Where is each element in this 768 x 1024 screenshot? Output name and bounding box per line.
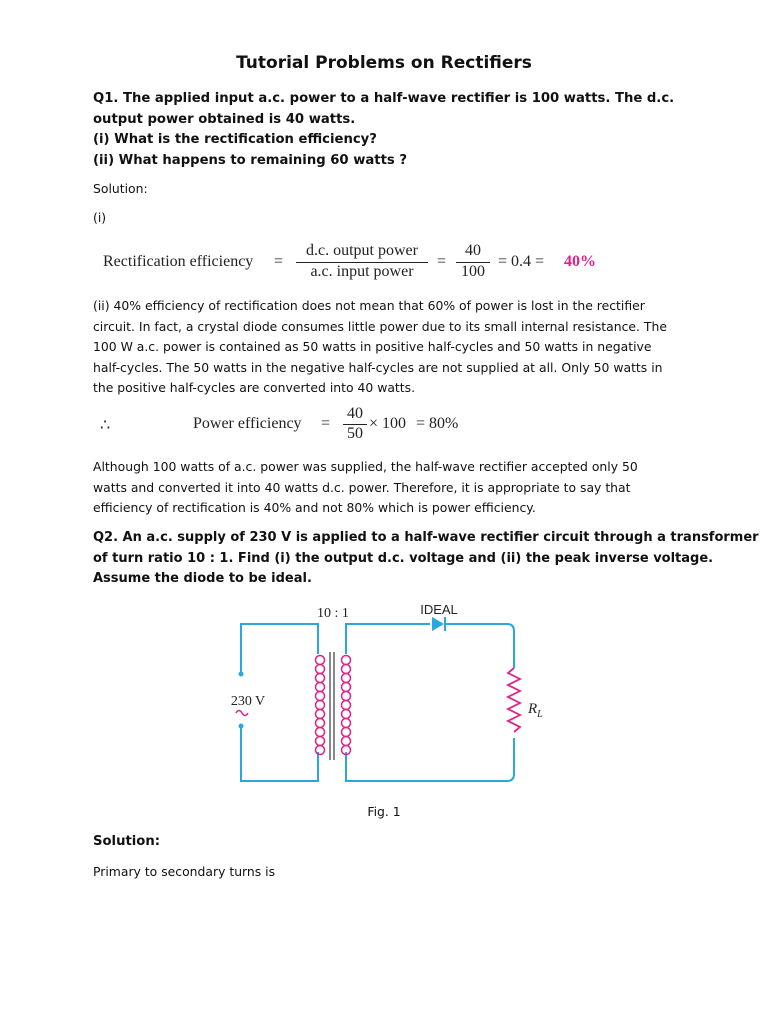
coil-loop: [316, 710, 325, 719]
diode-icon: [432, 617, 445, 631]
source-voltage-label: 230 V: [230, 694, 266, 709]
eq2-fraction: [343, 405, 367, 443]
page-title: Tutorial Problems on Rectifiers: [236, 53, 532, 73]
q1-part-ii-paragraph: [93, 296, 683, 399]
q1-part-i-label: (i): [93, 210, 107, 225]
diode-label: IDEAL: [420, 602, 458, 617]
coil-loop: [316, 692, 325, 701]
load-resistor-label: $R_L$: [528, 701, 543, 720]
paragraph-line: watts and converted it into 40 watts d.c. power. Therefore, it is appropriate to say that: [93, 479, 631, 495]
coil-loop: [342, 692, 351, 701]
coil-loop: [316, 728, 325, 737]
primary-coil-icon: [316, 656, 325, 755]
paragraph-line: Although 100 watts of a.c. power was supplied, the half-wave rectifier accepted only 50: [93, 459, 638, 474]
coil-loop: [342, 665, 351, 674]
coil-loop: [342, 719, 351, 728]
coil-loop: [316, 701, 325, 710]
eq1-numerator-2: 40: [465, 242, 481, 259]
question-2-line: Assume the diode to be ideal.: [93, 571, 312, 586]
coil-loop: [342, 728, 351, 737]
question-1-line: (i) What is the rectification efficiency?: [93, 132, 377, 147]
eq1-equals-2: =: [437, 253, 447, 270]
eq1-denominator-2: 100: [456, 262, 490, 281]
power-efficiency-equation: [0, 402, 768, 448]
question-2: [93, 528, 759, 590]
q1-conclusion-paragraph: [93, 457, 683, 519]
coil-loop: [342, 710, 351, 719]
secondary-coil-icon: [342, 656, 351, 755]
paragraph-line: 100 W a.c. power is contained as 50 watts in positive half-cycles and 50 watts in negative: [93, 339, 652, 355]
question-1-line: output power obtained is 40 watts.: [93, 111, 356, 127]
coil-loop: [342, 737, 351, 746]
source-terminal-top: [239, 672, 244, 677]
paragraph-line: efficiency of rectification is 40% and not 80% which is power efficiency.: [93, 500, 536, 516]
half-wave-rectifier-circuit: [0, 596, 768, 792]
question-1: [93, 89, 693, 171]
eq1-result: 40%: [564, 253, 596, 270]
coil-loop: [316, 656, 325, 665]
coil-loop: [316, 719, 325, 728]
wires: [241, 624, 514, 781]
turns-ratio-label: 10 : 1: [317, 606, 349, 621]
paragraph-line: half-cycles. The 50 watts in the negative half-cycles are not supplied at all. Only 50 watts in: [93, 359, 663, 375]
coil-loop: [316, 737, 325, 746]
q1-solution-label: Solution:: [93, 181, 148, 196]
eq2-label: Power efficiency: [193, 415, 302, 432]
eq2-numerator: 40: [347, 405, 363, 422]
question-1-line: Q1. The applied input a.c. power to a half-wave rectifier is 100 watts. The d.c.: [93, 91, 675, 106]
coil-loop: [316, 683, 325, 692]
therefore-symbol: ∴: [100, 417, 111, 434]
eq2-denominator: 50: [343, 424, 367, 443]
eq2-times: × 100: [369, 415, 407, 432]
coil-loop: [342, 701, 351, 710]
coil-loop: [316, 674, 325, 683]
paragraph-line: (ii) 40% efficiency of rectification does not mean that 60% of power is lost in the rectifier: [93, 298, 645, 313]
figure-caption: Fig. 1: [367, 804, 401, 819]
coil-loop: [342, 674, 351, 683]
load-resistor-icon: [508, 668, 520, 732]
paragraph-line: circuit. In fact, a crystal diode consumes little power due to its small internal resistance. The: [93, 318, 667, 334]
coil-loop: [316, 746, 325, 755]
eq1-denominator: a.c. input power: [296, 262, 428, 281]
eq1-numerator: d.c. output power: [306, 242, 418, 259]
source-terminal-bottom: [239, 724, 244, 729]
eq1-label: Rectification efficiency: [103, 253, 254, 270]
ac-source-symbol: [236, 711, 248, 716]
eq2-rhs: = 80%: [416, 415, 459, 432]
paragraph-line: the positive half-cycles are converted into 40 watts.: [93, 380, 416, 396]
eq2-equals: =: [321, 415, 331, 432]
question-2-line: of turn ratio 10 : 1. Find (i) the output d.c. voltage and (ii) the peak inverse voltage.: [93, 550, 714, 566]
q2-solution-text: Primary to secondary turns is: [93, 864, 276, 879]
question-2-line: Q2. An a.c. supply of 230 V is applied to a half-wave rectifier circuit through a transformer: [93, 530, 759, 545]
eq1-rhs: = 0.4 =: [498, 253, 545, 270]
eq1-fraction-2: [456, 242, 490, 281]
eq1-fraction: [296, 242, 428, 281]
coil-loop: [316, 665, 325, 674]
coil-loop: [342, 683, 351, 692]
coil-loop: [342, 656, 351, 665]
question-1-line: (ii) What happens to remaining 60 watts ?: [93, 152, 407, 168]
eq1-equals: =: [274, 253, 284, 270]
q2-solution-label: Solution:: [93, 834, 161, 849]
rectification-efficiency-equation: [0, 238, 768, 288]
